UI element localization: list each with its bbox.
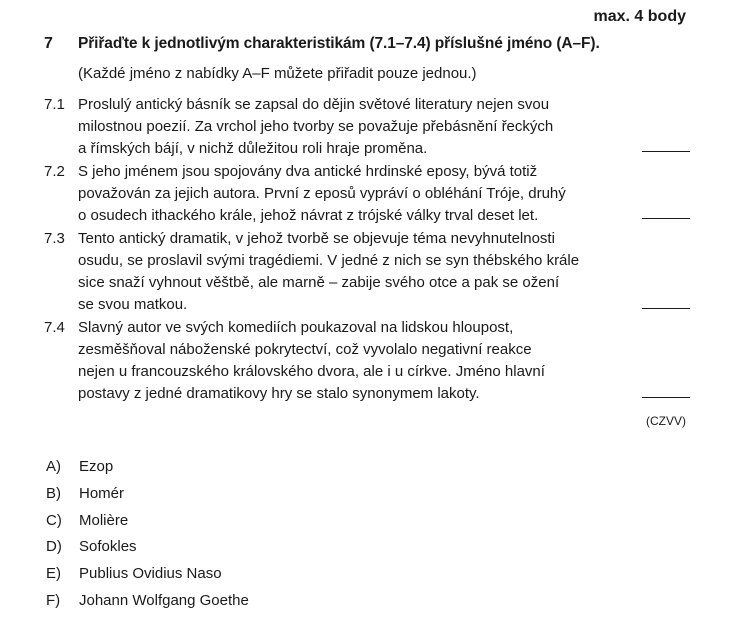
item-line: Proslulý antický básník se zapsal do dějin světové literatury nejen svou <box>78 96 550 113</box>
answer-blank[interactable] <box>642 397 690 398</box>
option-letter: D) <box>46 538 62 555</box>
item-line: S jeho jménem jsou spojovány dva antické hrdinské eposy, bývá totiž <box>78 163 538 180</box>
item-7-1 <box>44 94 690 160</box>
option-e <box>46 564 222 584</box>
option-f <box>46 591 249 611</box>
item-line: sice snaží vyhnout věštbě, ale marně – zabije svého otce a pak se ožení <box>78 274 560 291</box>
source-label: (CZVV) <box>646 414 686 428</box>
item-line: se svou matkou. <box>78 296 188 313</box>
option-name: Homér <box>79 485 125 502</box>
item-number: 7.4 <box>44 319 65 336</box>
item-7-2 <box>44 161 690 227</box>
item-line: Slavný autor ve svých komediích poukazoval na lidskou hloupost, <box>78 319 514 336</box>
option-name: Sofokles <box>79 538 137 555</box>
item-7-3 <box>44 228 690 316</box>
item-7-4 <box>44 317 690 405</box>
option-letter: E) <box>46 565 61 582</box>
item-line: považován za jejich autora. První z eposů vypráví o obléhání Tróje, druhý <box>78 185 566 202</box>
option-letter: A) <box>46 458 61 475</box>
answer-blank[interactable] <box>642 308 690 309</box>
item-line: milostnou poezií. Za vrchol jeho tvorby se považuje přebásnění řeckých <box>78 118 554 135</box>
option-name: Johann Wolfgang Goethe <box>79 592 249 609</box>
option-name: Molière <box>79 512 129 529</box>
option-letter: C) <box>46 512 62 529</box>
answer-blank[interactable] <box>642 218 690 219</box>
item-line: osudu, se proslavil svými tragédiemi. V jedné z nich se syn thébského krále <box>78 252 580 269</box>
max-points: max. 4 body <box>593 8 686 25</box>
option-b <box>46 484 124 504</box>
option-c <box>46 511 128 531</box>
item-line: postavy z jedné dramatikovy hry se stalo synonymem lakoty. <box>78 385 480 402</box>
item-line: zesměšňoval náboženské pokrytectví, což vyvolalo negativní reakce <box>78 341 532 358</box>
item-line: nejen u francouzského královského dvora, ale i u církve. Jméno hlavní <box>78 363 545 380</box>
item-line: a římských bájí, v nichž důležitou roli hraje proměna. <box>78 140 428 157</box>
item-line: o osudech ithackého krále, jehož návrat z trójské války trval deset let. <box>78 207 539 224</box>
question-note: (Každé jméno z nabídky A–F můžete přiřadit pouze jednou.) <box>78 65 477 82</box>
item-text <box>78 161 618 227</box>
option-letter: B) <box>46 485 61 502</box>
question-number: 7 <box>44 35 53 52</box>
option-d <box>46 537 137 557</box>
answer-blank[interactable] <box>642 151 690 152</box>
item-text <box>78 94 618 160</box>
item-line: Tento antický dramatik, v jehož tvorbě se objevuje téma nevyhnutelnosti <box>78 230 555 247</box>
item-number: 7.2 <box>44 163 65 180</box>
item-number: 7.3 <box>44 230 65 247</box>
option-name: Ezop <box>79 458 114 475</box>
option-letter: F) <box>46 592 61 609</box>
item-text <box>78 228 618 316</box>
item-text <box>78 317 618 405</box>
item-number: 7.1 <box>44 96 65 113</box>
question-title: Přiřaďte k jednotlivým charakteristikám (7.1–7.4) příslušné jméno (A–F). <box>78 35 600 52</box>
option-a <box>46 457 113 477</box>
option-name: Publius Ovidius Naso <box>79 565 222 582</box>
